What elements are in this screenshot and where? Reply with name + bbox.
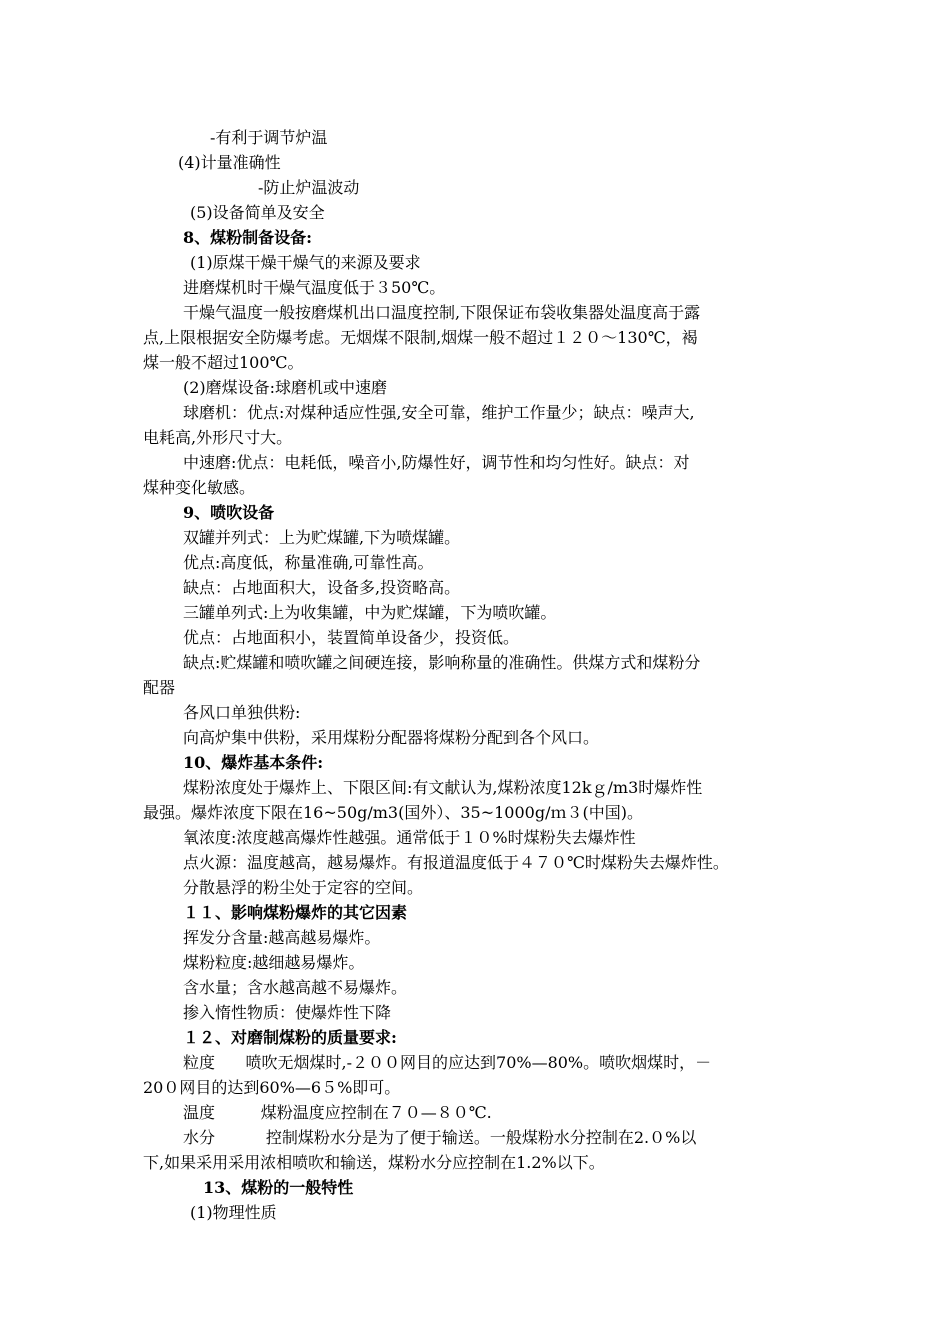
text-line: -防止炉温波动 <box>258 178 360 197</box>
text-line: 三罐单列式:上为收集罐，中为贮煤罐，下为喷吹罐。 <box>183 603 557 622</box>
text-line: 电耗高,外形尺寸大。 <box>143 428 293 447</box>
text-line: 干燥气温度一般按磨煤机出口温度控制,下限保证布袋收集器处温度高于露 <box>183 303 701 322</box>
text-line: 向高炉集中供粉，采用煤粉分配器将煤粉分配到各个风口。 <box>183 728 600 747</box>
text-line: 进磨煤机时干燥气温度低于３50℃。 <box>183 278 446 297</box>
text-line: 球磨机：优点:对煤种适应性强,安全可靠，维护工作量少；缺点：噪声大, <box>183 403 695 422</box>
text-line: 氧浓度:浓度越高爆炸性越强。通常低于１０%时煤粉失去爆炸性 <box>183 828 636 847</box>
text-line: 挥发分含量:越高越易爆炸。 <box>183 928 381 947</box>
text-line: 各风口单独供粉: <box>183 703 301 722</box>
text-line: 20０网目的达到60%—6５%即可。 <box>143 1078 401 1097</box>
text-line: 煤种变化敏感。 <box>143 478 256 497</box>
text-line: 优点:高度低，称量准确,可靠性高。 <box>183 553 434 572</box>
text-line: 煤一般不超过100℃。 <box>143 353 304 372</box>
text-line: 水分 控制煤粉水分是为了便于输送。一般煤粉水分控制在2.０%以 <box>183 1128 697 1147</box>
section-heading: 9、喷吹设备 <box>183 503 275 522</box>
text-line: 点,上限根据安全防爆考虑。无烟煤不限制,烟煤一般不超过１２０～130℃，褐 <box>143 328 698 347</box>
text-line: 煤粉浓度处于爆炸上、下限区间:有文献认为,煤粉浓度12kｇ/m3时爆炸性 <box>183 778 703 797</box>
text-line: (1)物理性质 <box>190 1203 277 1222</box>
text-line: (5)设备简单及安全 <box>190 203 325 222</box>
text-line: 含水量；含水越高越不易爆炸。 <box>183 978 408 997</box>
text-line: 下,如果采用采用浓相喷吹和输送，煤粉水分应控制在1.2%以下。 <box>143 1153 605 1172</box>
text-line: 配器 <box>143 678 176 697</box>
text-line: 最强。爆炸浓度下限在16~50g/m3(国外）、35~1000g/ｍ３(中国)。 <box>143 803 643 822</box>
text-line: 优点：占地面积小，装置简单设备少，投资低。 <box>183 628 520 647</box>
section-heading: 13、煤粉的一般特性 <box>203 1178 354 1197</box>
text-line: 煤粉粒度:越细越易爆炸。 <box>183 953 365 972</box>
section-heading: １２、对磨制煤粉的质量要求: <box>183 1028 397 1047</box>
text-line: 缺点：占地面积大，设备多,投资略高。 <box>183 578 461 597</box>
section-heading: 10、爆炸基本条件: <box>183 753 324 772</box>
section-heading: １１、影响煤粉爆炸的其它因素 <box>183 903 408 922</box>
text-line: 温度 煤粉温度应控制在７０—８０℃. <box>183 1103 492 1122</box>
section-heading: 8、煤粉制备设备: <box>183 228 313 247</box>
text-line: 掺入惰性物质：使爆炸性下降 <box>183 1003 392 1022</box>
text-line: (2)磨煤设备:球磨机或中速磨 <box>183 378 388 397</box>
text-line: 双罐并列式：上为贮煤罐,下为喷煤罐。 <box>183 528 461 547</box>
text-line: -有利于调节炉温 <box>210 128 328 147</box>
text-line: (4)计量准确性 <box>178 153 281 172</box>
text-line: 分散悬浮的粉尘处于定容的空间。 <box>183 878 424 897</box>
text-line: 中速磨:优点：电耗低，噪音小,防爆性好，调节性和均匀性好。缺点：对 <box>183 453 690 472</box>
text-line: 粒度 喷吹无烟煤时,-２００网目的应达到70%—80%。喷吹烟煤时，－ <box>183 1053 712 1072</box>
text-line: 缺点:贮煤罐和喷吹罐之间硬连接，影响称量的准确性。供煤方式和煤粉分 <box>183 653 701 672</box>
text-line: 点火源：温度越高，越易爆炸。有报道温度低于４７０℃时煤粉失去爆炸性。 <box>183 853 729 872</box>
text-line: (1)原煤干燥干燥气的来源及要求 <box>190 253 421 272</box>
